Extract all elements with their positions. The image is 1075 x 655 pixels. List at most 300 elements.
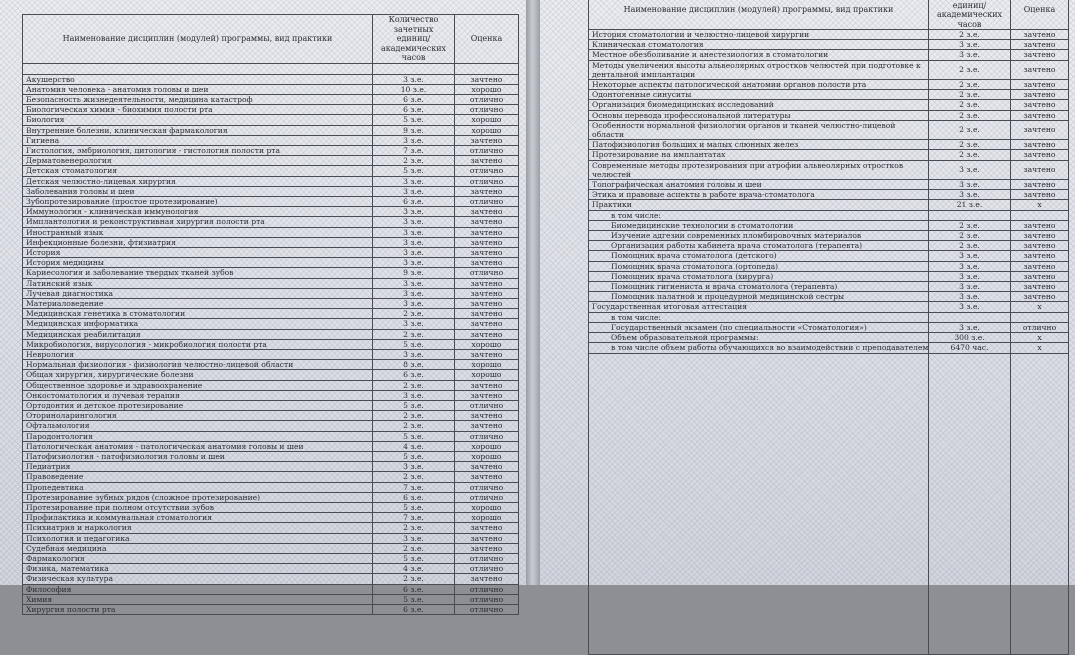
- table-header: [589, 0, 1069, 30]
- grade-value: зачтено: [1011, 231, 1069, 241]
- grade-value: отлично: [455, 554, 519, 564]
- credits-value: 7 з.е.: [373, 145, 455, 155]
- table-row: [589, 50, 1069, 60]
- credits-value: 6 з.е.: [373, 492, 455, 502]
- credits-value: 2 з.е.: [929, 231, 1011, 241]
- table-row: [23, 268, 519, 278]
- credits-value: 2 з.е.: [373, 472, 455, 482]
- table-row: [589, 30, 1069, 40]
- credits-value: 2 з.е.: [929, 140, 1011, 150]
- grade-value: зачтено: [1011, 292, 1069, 302]
- discipline-name: Безопасность жизнедеятельности, медицина катастроф: [23, 94, 373, 104]
- discipline-name: Акушерство: [23, 74, 373, 84]
- credits-value: 5 з.е.: [373, 554, 455, 564]
- grade-value: зачтено: [455, 186, 519, 196]
- credits-value: 3 з.е.: [373, 247, 455, 257]
- grade-value: зачтено: [1011, 40, 1069, 50]
- table-row: [589, 150, 1069, 160]
- table-row: [589, 180, 1069, 190]
- grade-value: отлично: [455, 268, 519, 278]
- empty-cell: [929, 353, 1011, 654]
- credits-value: 3 з.е.: [929, 50, 1011, 60]
- discipline-name: Общая хирургия, хирургические болезни: [23, 370, 373, 380]
- credits-value: 3 з.е.: [929, 40, 1011, 50]
- discipline-name: Помощник врача стоматолога (ортопеда): [589, 261, 929, 271]
- table-row: [589, 302, 1069, 312]
- table-row: [23, 84, 519, 94]
- discipline-name: Психология и педагогика: [23, 533, 373, 543]
- grade-value: зачтено: [455, 237, 519, 247]
- grade-value: [1011, 210, 1069, 220]
- discipline-name: в том числе:: [589, 210, 929, 220]
- discipline-name: Помощник врача стоматолога (хирурга): [589, 271, 929, 281]
- discipline-name: Фармакология: [23, 554, 373, 564]
- discipline-name: Практики: [589, 200, 929, 210]
- discipline-name: Основы перевода профессиональной литературы: [589, 110, 929, 120]
- grade-value: зачтено: [1011, 80, 1069, 90]
- credits-value: 3 з.е.: [929, 271, 1011, 281]
- grade-value: зачтено: [1011, 140, 1069, 150]
- table-row: [23, 94, 519, 104]
- grade-value: зачтено: [1011, 180, 1069, 190]
- discipline-name: Протезирование при полном отсутствии зубов: [23, 503, 373, 513]
- credits-value: 6 з.е.: [373, 584, 455, 594]
- grade-value: зачтено: [1011, 30, 1069, 40]
- discipline-name: Детская челюстно-лицевая хирургия: [23, 176, 373, 186]
- discipline-name: Клиническая стоматология: [589, 40, 929, 50]
- grade-value: х: [1011, 302, 1069, 312]
- table-row: [589, 100, 1069, 110]
- grade-value: зачтено: [455, 278, 519, 288]
- credits-value: 2 з.е.: [929, 30, 1011, 40]
- credits-value: 2 з.е.: [373, 421, 455, 431]
- discipline-name: Анатомия человека - анатомия головы и шеи: [23, 84, 373, 94]
- discipline-name: Медицинская реабилитация: [23, 329, 373, 339]
- table-row: [23, 543, 519, 553]
- credits-value: 6 з.е.: [373, 370, 455, 380]
- table-row: [23, 513, 519, 523]
- discipline-name: Медицинская информатика: [23, 319, 373, 329]
- discipline-name: Топографическая анатомия головы и шеи: [589, 180, 929, 190]
- discipline-name: Местное обезболивание и анестезиология в стоматологии: [589, 50, 929, 60]
- table-row: [23, 298, 519, 308]
- credits-value: 4 з.е.: [373, 564, 455, 574]
- grade-value: зачтено: [1011, 90, 1069, 100]
- header-credits: единиц/ академических часов: [929, 0, 1011, 30]
- grade-value: зачтено: [1011, 110, 1069, 120]
- table-row: [23, 237, 519, 247]
- discipline-name: Общественное здоровье и здравоохранение: [23, 380, 373, 390]
- credits-value: 3 з.е.: [373, 186, 455, 196]
- table-row: [589, 110, 1069, 120]
- credits-value: 2 з.е.: [373, 156, 455, 166]
- table-row: [23, 523, 519, 533]
- credits-value: 21 з.е.: [929, 200, 1011, 210]
- table-row: [23, 135, 519, 145]
- discipline-name: Лучевая диагностика: [23, 288, 373, 298]
- credits-value: 3 з.е.: [373, 217, 455, 227]
- grade-value: отлично: [455, 196, 519, 206]
- discipline-name: Неврология: [23, 349, 373, 359]
- table-row: [23, 339, 519, 349]
- discipline-name: Одонтогенные синуситы: [589, 90, 929, 100]
- table-row: [23, 125, 519, 135]
- grade-value: отлично: [455, 594, 519, 604]
- grade-value: хорошо: [455, 339, 519, 349]
- right-page: [540, 0, 1075, 585]
- discipline-name: Детская стоматология: [23, 166, 373, 176]
- table-row: [23, 156, 519, 166]
- credits-value: 3 з.е.: [929, 261, 1011, 271]
- discipline-name: Помощник палатной и процедурной медицинской сестры: [589, 292, 929, 302]
- credits-value: 5 з.е.: [373, 339, 455, 349]
- credits-value: [929, 312, 1011, 322]
- credits-value: 5 з.е.: [373, 401, 455, 411]
- table-row: [23, 145, 519, 155]
- grade-value: х: [1011, 333, 1069, 343]
- table-row: [589, 261, 1069, 271]
- discipline-name: Биологическая химия - биохимия полости рта: [23, 105, 373, 115]
- credits-value: 3 з.е.: [929, 282, 1011, 292]
- discipline-name: Латинский язык: [23, 278, 373, 288]
- discipline-name: Внутренние болезни, клиническая фармакология: [23, 125, 373, 135]
- discipline-name: Онкостоматология и лучевая терапия: [23, 390, 373, 400]
- table-row: [23, 288, 519, 298]
- table-row: [589, 241, 1069, 251]
- grade-value: зачтено: [455, 533, 519, 543]
- discipline-name: Организация биомедицинских исследований: [589, 100, 929, 110]
- grade-value: отлично: [455, 584, 519, 594]
- discipline-name: Педиатрия: [23, 462, 373, 472]
- grade-value: зачтено: [455, 288, 519, 298]
- credits-value: 6 з.е.: [373, 105, 455, 115]
- grade-value: отлично: [455, 166, 519, 176]
- table-row: [23, 584, 519, 594]
- table-row: [23, 207, 519, 217]
- discipline-name: Иммунология - клиническая иммунология: [23, 207, 373, 217]
- grade-value: зачтено: [455, 217, 519, 227]
- credits-value: 5 з.е.: [373, 431, 455, 441]
- grade-value: зачтено: [455, 258, 519, 268]
- discipline-name: Пародонтология: [23, 431, 373, 441]
- credits-value: 2 з.е.: [929, 110, 1011, 120]
- grade-value: зачтено: [1011, 241, 1069, 251]
- table-row: [23, 401, 519, 411]
- discipline-name: Современные методы протезирования при атрофии альвеолярных отростков челюстей: [589, 160, 929, 179]
- grade-value: х: [1011, 343, 1069, 353]
- table-row: [23, 349, 519, 359]
- discipline-name: Иностранный язык: [23, 227, 373, 237]
- discipline-name: Инфекционные болезни, фтизиатрия: [23, 237, 373, 247]
- credits-value: 7 з.е.: [373, 482, 455, 492]
- credits-value: 3 з.е.: [373, 278, 455, 288]
- table-row: [23, 176, 519, 186]
- discipline-name: Профилактика и коммунальная стоматология: [23, 513, 373, 523]
- grade-value: зачтено: [455, 543, 519, 553]
- table-row: [23, 421, 519, 431]
- grade-value: зачтено: [1011, 100, 1069, 110]
- table-row: [23, 594, 519, 604]
- table-row: [23, 105, 519, 115]
- credits-value: 3 з.е.: [929, 160, 1011, 179]
- table-row: [589, 80, 1069, 90]
- discipline-name: Микробиология, вирусология - микробиология полости рта: [23, 339, 373, 349]
- grade-value: хорошо: [455, 370, 519, 380]
- grade-value: зачтено: [1011, 261, 1069, 271]
- credits-value: 2 з.е.: [929, 90, 1011, 100]
- discipline-name: Изучение адгезии современных пломбировочных материалов: [589, 231, 929, 241]
- table-row: [23, 452, 519, 462]
- discipline-name: Гистология, эмбриология, цитология - гистология полости рта: [23, 145, 373, 155]
- credits-value: 2 з.е.: [929, 100, 1011, 110]
- table-row: [23, 196, 519, 206]
- discipline-name: История: [23, 247, 373, 257]
- discipline-name: Имплантология и реконструктивная хирургия полости рта: [23, 217, 373, 227]
- table-row: [23, 554, 519, 564]
- credits-value: 3 з.е.: [373, 237, 455, 247]
- table-row: [23, 217, 519, 227]
- discipline-name: Помощник гигиениста и врача стоматолога (терапевта): [589, 282, 929, 292]
- discipline-name: Патофизиология больших и малых слюнных желез: [589, 140, 929, 150]
- grade-value: хорошо: [455, 115, 519, 125]
- grade-value: зачтено: [455, 247, 519, 257]
- right-grades-table: [588, 0, 1069, 655]
- credits-value: 2 з.е.: [929, 241, 1011, 251]
- left-grades-table: [22, 14, 519, 615]
- grade-value: зачтено: [455, 329, 519, 339]
- table-row: [589, 282, 1069, 292]
- credits-value: 2 з.е.: [373, 523, 455, 533]
- credits-value: 4 з.е.: [373, 441, 455, 451]
- grade-value: зачтено: [455, 74, 519, 84]
- table-row: [589, 312, 1069, 322]
- credits-value: 9 з.е.: [373, 125, 455, 135]
- table-row: [589, 343, 1069, 353]
- table-row: [23, 258, 519, 268]
- discipline-name: Правоведение: [23, 472, 373, 482]
- table-row: [589, 210, 1069, 220]
- grade-value: зачтено: [455, 156, 519, 166]
- table-row: [23, 503, 519, 513]
- credits-value: 3 з.е.: [373, 135, 455, 145]
- table-row: [23, 482, 519, 492]
- credits-value: 2 з.е.: [373, 329, 455, 339]
- discipline-name: Гигиена: [23, 135, 373, 145]
- table-row: [23, 74, 519, 84]
- discipline-name: Протезирование на имплантатах: [589, 150, 929, 160]
- credits-value: 5 з.е.: [373, 115, 455, 125]
- discipline-name: Зубопротезирование (простое протезирование): [23, 196, 373, 206]
- credits-value: 3 з.е.: [373, 176, 455, 186]
- right-table-body: [589, 30, 1069, 655]
- grade-value: отлично: [455, 492, 519, 502]
- grade-value: зачтено: [455, 309, 519, 319]
- credits-value: 2 з.е.: [929, 60, 1011, 79]
- credits-value: 3 з.е.: [373, 288, 455, 298]
- grade-value: зачтено: [455, 319, 519, 329]
- discipline-name: Этика и правовые аспекты в работе врача-стоматолога: [589, 190, 929, 200]
- grade-value: зачтено: [455, 421, 519, 431]
- grade-value: зачтено: [1011, 271, 1069, 281]
- credits-value: 5 з.е.: [373, 166, 455, 176]
- grade-value: зачтено: [455, 390, 519, 400]
- credits-value: 2 з.е.: [373, 411, 455, 421]
- grade-value: хорошо: [455, 503, 519, 513]
- discipline-name: Химия: [23, 594, 373, 604]
- credits-value: 5 з.е.: [373, 503, 455, 513]
- discipline-name: Помощник врача стоматолога (детского): [589, 251, 929, 261]
- table-row: [23, 390, 519, 400]
- grade-value: зачтено: [455, 207, 519, 217]
- credits-value: 2 з.е.: [373, 380, 455, 390]
- discipline-name: Биомедицинские технологии в стоматологии: [589, 220, 929, 230]
- table-row: [23, 166, 519, 176]
- table-row: [589, 220, 1069, 230]
- table-row: [23, 329, 519, 339]
- grade-value: отлично: [455, 94, 519, 104]
- grade-value: х: [1011, 200, 1069, 210]
- left-page: [0, 0, 528, 615]
- table-row: [23, 319, 519, 329]
- discipline-name: История стоматологии и челюстно-лицевой хирургии: [589, 30, 929, 40]
- discipline-name: Философия: [23, 584, 373, 594]
- header-discipline: Наименование дисциплин (модулей) программы, вид практики: [589, 0, 929, 30]
- credits-value: 3 з.е.: [929, 190, 1011, 200]
- table-row: [589, 120, 1069, 139]
- grade-value: отлично: [455, 401, 519, 411]
- credits-value: 3 з.е.: [373, 258, 455, 268]
- discipline-name: Особенности нормальной физиологии органов и тканей челюстно-лицевой области: [589, 120, 929, 139]
- discipline-name: в том числе объем работы обучающихся во взаимодействии с преподавателем: [589, 343, 929, 353]
- grade-value: зачтено: [1011, 160, 1069, 179]
- grade-value: зачтено: [455, 380, 519, 390]
- credits-value: 7 з.е.: [373, 513, 455, 523]
- table-filler-row: [589, 353, 1069, 654]
- table-row: [23, 360, 519, 370]
- credits-value: 2 з.е.: [929, 220, 1011, 230]
- credits-value: 3 з.е.: [929, 302, 1011, 312]
- discipline-name: Ортодонтия и детское протезирование: [23, 401, 373, 411]
- grade-value: зачтено: [1011, 190, 1069, 200]
- empty-cell: [589, 353, 929, 654]
- discipline-name: Хирургия полости рта: [23, 605, 373, 615]
- discipline-name: Медицинская генетика в стоматологии: [23, 309, 373, 319]
- table-row: [23, 370, 519, 380]
- discipline-name: Физическая культура: [23, 574, 373, 584]
- discipline-name: Психиатрия и наркология: [23, 523, 373, 533]
- grade-value: хорошо: [455, 84, 519, 94]
- discipline-name: Материаловедение: [23, 298, 373, 308]
- grade-value: отлично: [455, 105, 519, 115]
- credits-value: 2 з.е.: [929, 80, 1011, 90]
- credits-value: 6 з.е.: [373, 605, 455, 615]
- header-grade: Оценка: [455, 15, 519, 64]
- credits-value: 3 з.е.: [373, 74, 455, 84]
- credits-value: 3 з.е.: [373, 298, 455, 308]
- grade-value: зачтено: [455, 227, 519, 237]
- discipline-name: Физика, математика: [23, 564, 373, 574]
- discipline-name: Объем образовательной программы:: [589, 333, 929, 343]
- grade-value: зачтено: [455, 523, 519, 533]
- grade-value: отлично: [455, 176, 519, 186]
- table-row: [23, 380, 519, 390]
- grade-value: [1011, 312, 1069, 322]
- discipline-name: Нормальная физиология - физиология челюстно-лицевой области: [23, 360, 373, 370]
- discipline-name: Государственный экзамен (по специальности «Стоматология»): [589, 322, 929, 332]
- credits-value: 3 з.е.: [373, 319, 455, 329]
- header-grade: Оценка: [1011, 0, 1069, 30]
- credits-value: 2 з.е.: [373, 574, 455, 584]
- discipline-name: История медицины: [23, 258, 373, 268]
- grade-value: зачтено: [455, 462, 519, 472]
- credits-value: 2 з.е.: [373, 309, 455, 319]
- discipline-name: Заболевания головы и шеи: [23, 186, 373, 196]
- table-row: [23, 227, 519, 237]
- table-row: [589, 231, 1069, 241]
- discipline-name: Методы увеличения высоты альвеолярных отростков челюстей при подготовке к дентальной имплантации: [589, 60, 929, 79]
- discipline-name: в том числе:: [589, 312, 929, 322]
- table-row: [589, 322, 1069, 332]
- table-row: [23, 115, 519, 125]
- discipline-name: Некоторые аспекты патологической анатомии органов полости рта: [589, 80, 929, 90]
- discipline-name: Протезирование зубных рядов (сложное протезирование): [23, 492, 373, 502]
- grade-value: отлично: [455, 145, 519, 155]
- table-row: [589, 60, 1069, 79]
- grade-value: зачтено: [455, 472, 519, 482]
- table-row: [23, 533, 519, 543]
- left-table-body: [23, 63, 519, 615]
- grade-value: зачтено: [1011, 120, 1069, 139]
- table-row: [589, 140, 1069, 150]
- credits-value: 6 з.е.: [373, 196, 455, 206]
- credits-value: 9 з.е.: [373, 268, 455, 278]
- grade-value: зачтено: [1011, 60, 1069, 79]
- table-row: [589, 251, 1069, 261]
- table-row: [23, 472, 519, 482]
- header-credits: Количество зачетных единиц/ академических часов: [373, 15, 455, 64]
- credits-value: 6470 час.: [929, 343, 1011, 353]
- grade-value: отлично: [1011, 322, 1069, 332]
- header-discipline: Наименование дисциплин (модулей) программы, вид практики: [23, 15, 373, 64]
- discipline-name: Государственная итоговая аттестация: [589, 302, 929, 312]
- grade-value: отлично: [455, 482, 519, 492]
- grade-value: зачтено: [455, 574, 519, 584]
- grade-value: зачтено: [1011, 50, 1069, 60]
- grade-value: отлично: [455, 431, 519, 441]
- grade-value: зачтено: [1011, 150, 1069, 160]
- credits-value: [929, 210, 1011, 220]
- table-row: [23, 574, 519, 584]
- table-row: [23, 462, 519, 472]
- table-row: [589, 160, 1069, 179]
- table-row: [23, 605, 519, 615]
- discipline-name: Офтальмология: [23, 421, 373, 431]
- discipline-name: Патофизиология - патофизиология головы и шеи: [23, 452, 373, 462]
- table-row: [23, 441, 519, 451]
- table-row: [589, 40, 1069, 50]
- grade-value: отлично: [455, 605, 519, 615]
- table-row: [589, 90, 1069, 100]
- table-spacer-row: [23, 63, 519, 74]
- discipline-name: Кариесология и заболевание твердых тканей зубов: [23, 268, 373, 278]
- grade-value: хорошо: [455, 125, 519, 135]
- discipline-name: Дерматовенерология: [23, 156, 373, 166]
- credits-value: 3 з.е.: [929, 180, 1011, 190]
- discipline-name: Оториноларингология: [23, 411, 373, 421]
- table-row: [23, 309, 519, 319]
- grade-value: зачтено: [1011, 251, 1069, 261]
- credits-value: 2 з.е.: [929, 150, 1011, 160]
